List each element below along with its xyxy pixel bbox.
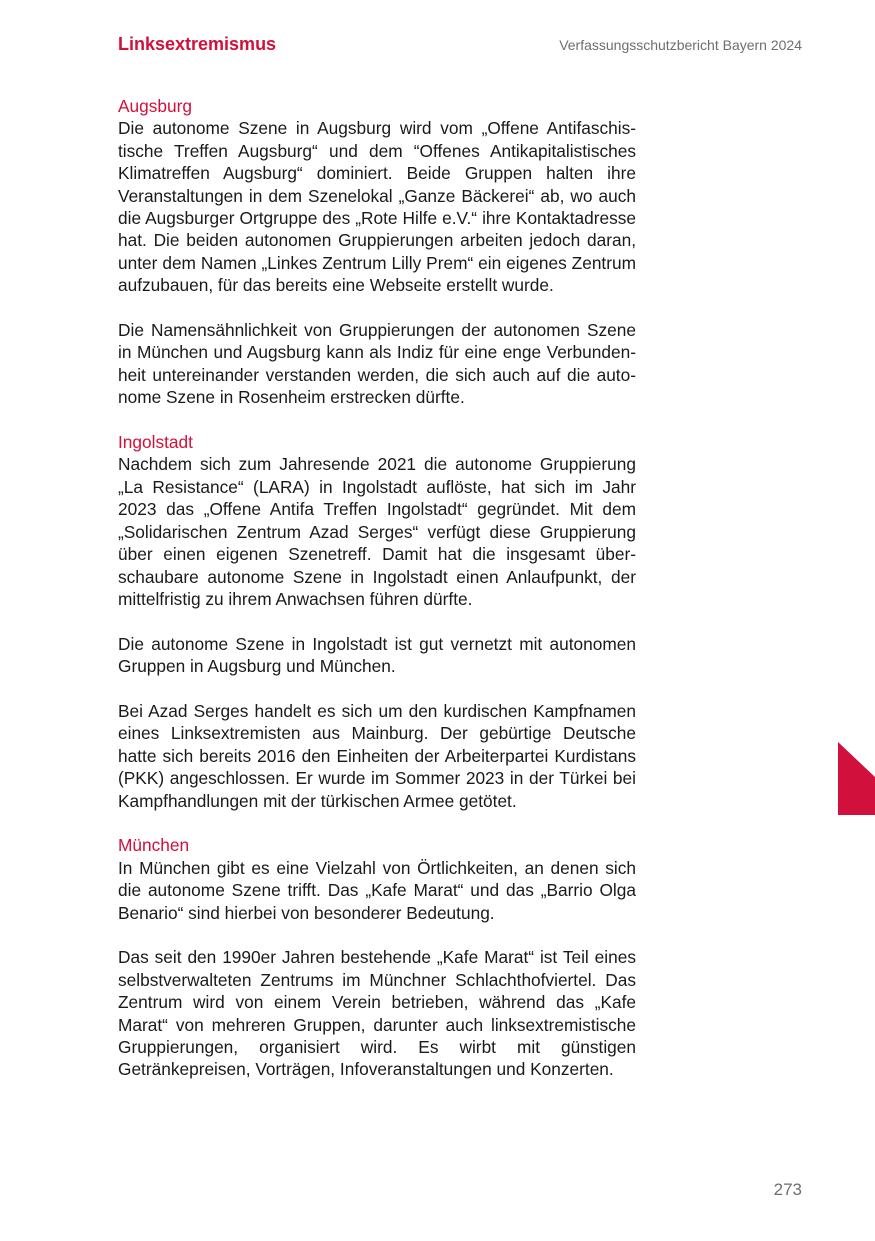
section-heading-ingolstadt: Ingolstadt xyxy=(118,432,193,453)
paragraph-ingolstadt-2: Die autonome Szene in Ingolstadt ist gut vernetzt mit autonomen Gruppen in Augsburg und München. xyxy=(118,633,636,677)
paragraph-augsburg-2: Die Namensähnlichkeit von Gruppierungen der autonomen Szene in München und Augsburg kann als Indiz für eine enge Verbundenheit untereinander verstanden werden, die sich auch auf die autonome Szene in Rosenheim erstrecken dürfte. xyxy=(118,320,636,408)
section-heading-augsburg: Augsburg xyxy=(118,96,192,116)
paragraph-ingolstadt-3: Bei Azad Serges handelt es sich um den kurdischen Kampfnamen eines Linksextremisten aus Mainburg. Der gebürtige Deutsche hatte sich bereits 2016 den Einheiten der Arbeiterpartei Kurdistans (PKK) angeschlossen. Er wurde im Sommer 2023 in der Türkei bei Kampfhandlungen mit der türkischen Armee getötet. xyxy=(118,700,636,811)
paragraph-augsburg-1: Die autonome Szene in Augsburg wird vom „Offene Antifaschistische Treffen Augsburg“ und dem “Offenes Antikapitalistisches Klimatreffen Augsburg“ dominiert. Beide Gruppen halten ihre Veranstaltungen in dem Szenelokal „Ganze Bäckerei“ ab, wo auch die Augsburger Ortgruppe des „Rote Hilfe e.V.“ ihre Kontaktadresse hat. Die beiden autonomen Gruppierungen arbeiten jedoch daran, unter dem Namen „Linkes Zentrum Lilly Prem“ ein eigenes Zentrum aufzubauen, für das bereits eine Webseite erstellt wurde. xyxy=(118,118,636,296)
chapter-tab-shape xyxy=(838,742,875,815)
paragraph-ingolstadt-1: Nachdem sich zum Jahresende 2021 die autonome Gruppierung „La Resistance“ (LARA) in Ingolstadt auflöste, hat sich im Jahr 2023 das „Offene Antifa Treffen Ingolstadt“ gegründet. Mit dem „Solidarischen Zentrum Azad Serges“ verfügt diese Gruppierung über einen eigenen Szenetreff. Damit hat die insgesamt überschaubare autonome Szene in Ingolstadt einen Anlaufpunkt, der mittelfristig zu ihrem Anwachsen führen dürfte. xyxy=(118,454,636,609)
chapter-tab-marker xyxy=(838,742,875,815)
section-heading-muenchen: München xyxy=(118,835,190,856)
page-number: 273 xyxy=(773,1180,802,1199)
page-body xyxy=(118,95,636,1081)
paragraph-muenchen-2: Das seit den 1990er Jahren bestehende „Kafe Marat“ ist Teil eines selbstverwalteten Zentrums im Münchner Schlachthofviertel. Das Zentrum wird von einem Verein betrieben, während das „Kafe Marat“ von mehreren Gruppen, darunter auch linksextremistische Gruppierungen, organisiert wird. Es wirbt mit günstigen Getränkepreisen, Vorträgen, Infoveranstaltungen und Konzerten. xyxy=(118,947,636,1080)
running-header-publication: Verfassungsschutzbericht Bayern 2024 xyxy=(559,37,802,53)
running-header-chapter: Linksextremismus xyxy=(118,34,277,54)
paragraph-muenchen-1: In München gibt es eine Vielzahl von Örtlichkeiten, an denen sich die autonome Szene trifft. Das „Kafe Marat“ und das „Barrio Olga Benario“ sind hierbei von besonderer Bedeutung. xyxy=(118,857,636,923)
